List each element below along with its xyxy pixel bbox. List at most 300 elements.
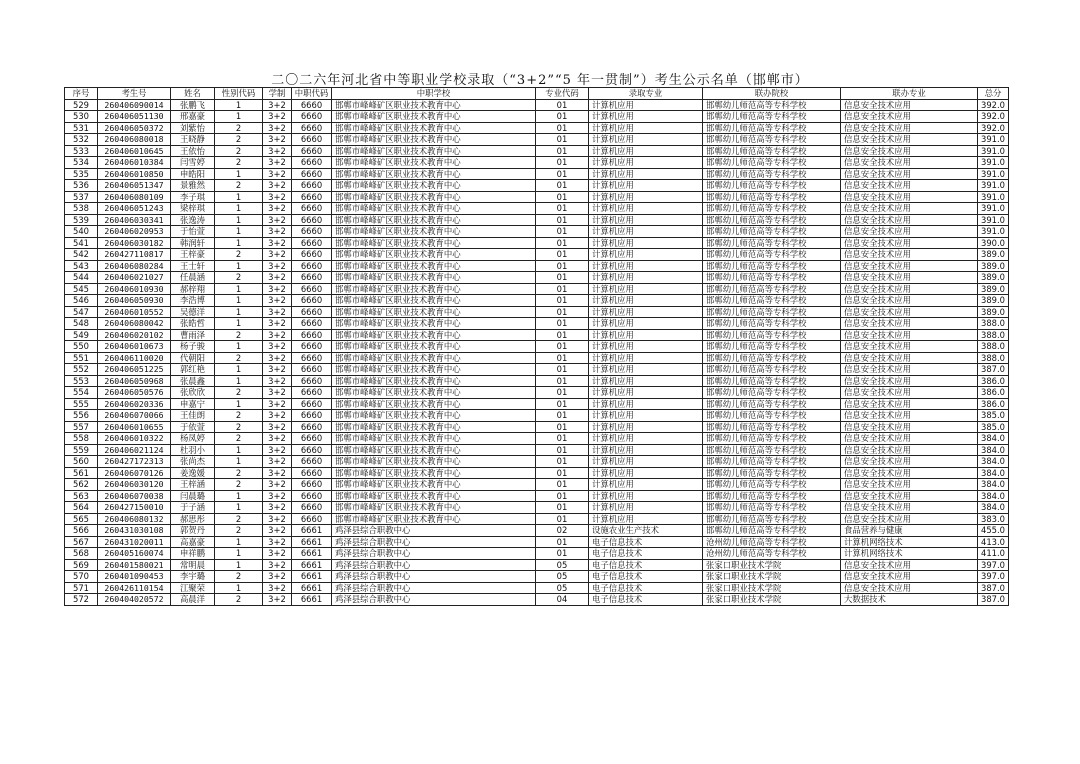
cell-gender: 1 — [215, 364, 263, 376]
cell-seq: 568 — [65, 548, 98, 560]
cell-major-code: 01 — [536, 398, 589, 410]
cell-system: 3+2 — [263, 99, 292, 111]
cell-exam-no: 260406110020 — [98, 352, 171, 364]
cell-name: 申祥鹏 — [171, 548, 215, 560]
cell-major: 计算机应用 — [589, 433, 703, 445]
cell-partner-major: 信息安全技术应用 — [841, 249, 978, 261]
cell-partner-major: 信息安全技术应用 — [841, 490, 978, 502]
cell-system: 3+2 — [263, 260, 292, 272]
cell-system: 3+2 — [263, 375, 292, 387]
cell-score: 389.0 — [978, 306, 1009, 318]
cell-major: 计算机应用 — [589, 341, 703, 353]
cell-partner-major: 信息安全技术应用 — [841, 352, 978, 364]
cell-partner-college: 邯郸幼儿师范高等专科学校 — [703, 99, 841, 111]
cell-gender: 2 — [215, 134, 263, 146]
cell-score: 386.0 — [978, 398, 1009, 410]
cell-school-code: 6660 — [292, 387, 332, 399]
cell-school-code: 6660 — [292, 249, 332, 261]
page-title: 二〇二六年河北省中等职业学校录取（“3+2”“5 年一贯制”）考生公示名单（邯郸市） — [271, 73, 809, 88]
table-row — [65, 421, 1009, 433]
cell-system: 3+2 — [263, 111, 292, 123]
cell-partner-major: 大数据技术 — [841, 594, 978, 606]
cell-school-code: 6660 — [292, 490, 332, 502]
cell-name: 张皓哲 — [171, 318, 215, 330]
table-row — [65, 180, 1009, 192]
cell-partner-major: 信息安全技术应用 — [841, 168, 978, 180]
cell-major-code: 01 — [536, 191, 589, 203]
cell-major: 计算机应用 — [589, 134, 703, 146]
cell-partner-college: 邯郸幼儿师范高等专科学校 — [703, 306, 841, 318]
cell-partner-major: 信息安全技术应用 — [841, 122, 978, 134]
cell-major-code: 01 — [536, 502, 589, 514]
cell-partner-college: 邯郸幼儿师范高等专科学校 — [703, 490, 841, 502]
table-row — [65, 433, 1009, 445]
cell-school-code: 6660 — [292, 260, 332, 272]
cell-score: 391.0 — [978, 203, 1009, 215]
cell-partner-major: 信息安全技术应用 — [841, 341, 978, 353]
cell-partner-major: 信息安全技术应用 — [841, 559, 978, 571]
cell-exam-no: 260427150010 — [98, 502, 171, 514]
cell-major: 计算机应用 — [589, 490, 703, 502]
cell-seq: 554 — [65, 387, 98, 399]
cell-exam-no: 260406020336 — [98, 398, 171, 410]
cell-school: 邯郸市峰峰矿区职业技术教育中心 — [332, 341, 536, 353]
cell-system: 3+2 — [263, 237, 292, 249]
cell-major-code: 01 — [536, 318, 589, 330]
cell-seq: 534 — [65, 157, 98, 169]
cell-seq: 544 — [65, 272, 98, 284]
table-row — [65, 582, 1009, 594]
cell-seq: 564 — [65, 502, 98, 514]
cell-gender: 2 — [215, 513, 263, 525]
admission-table — [64, 87, 1009, 606]
cell-system: 3+2 — [263, 329, 292, 341]
column-header-partner-college: 联办院校 — [703, 88, 841, 100]
cell-system: 3+2 — [263, 180, 292, 192]
cell-major-code: 01 — [536, 364, 589, 376]
cell-exam-no: 260406051130 — [98, 111, 171, 123]
cell-partner-major: 信息安全技术应用 — [841, 513, 978, 525]
cell-major-code: 01 — [536, 180, 589, 192]
cell-school-code: 6660 — [292, 433, 332, 445]
cell-partner-major: 信息安全技术应用 — [841, 375, 978, 387]
cell-exam-no: 260406080109 — [98, 191, 171, 203]
table-row — [65, 479, 1009, 491]
cell-major: 计算机应用 — [589, 398, 703, 410]
cell-system: 3+2 — [263, 157, 292, 169]
cell-school: 邯郸市峰峰矿区职业技术教育中心 — [332, 260, 536, 272]
cell-school-code: 6660 — [292, 237, 332, 249]
cell-major-code: 02 — [536, 525, 589, 537]
cell-score: 384.0 — [978, 479, 1009, 491]
cell-partner-college: 邯郸幼儿师范高等专科学校 — [703, 168, 841, 180]
cell-school: 邯郸市峰峰矿区职业技术教育中心 — [332, 214, 536, 226]
cell-major: 计算机应用 — [589, 502, 703, 514]
cell-school: 邯郸市峰峰矿区职业技术教育中心 — [332, 513, 536, 525]
cell-gender: 1 — [215, 444, 263, 456]
cell-school: 邯郸市峰峰矿区职业技术教育中心 — [332, 134, 536, 146]
cell-name: 李宇璐 — [171, 571, 215, 583]
cell-school: 邯郸市峰峰矿区职业技术教育中心 — [332, 145, 536, 157]
cell-gender: 1 — [215, 548, 263, 560]
column-header-major: 录取专业 — [589, 88, 703, 100]
cell-major: 电子信息技术 — [589, 594, 703, 606]
cell-name: 王梓涵 — [171, 479, 215, 491]
cell-gender: 1 — [215, 490, 263, 502]
table-row — [65, 203, 1009, 215]
cell-exam-no: 260406010850 — [98, 168, 171, 180]
cell-partner-college: 邯郸幼儿师范高等专科学校 — [703, 456, 841, 468]
cell-exam-no: 260406080042 — [98, 318, 171, 330]
cell-name: 杨子骏 — [171, 341, 215, 353]
cell-partner-college: 邯郸幼儿师范高等专科学校 — [703, 122, 841, 134]
cell-school: 鸡泽县综合职教中心 — [332, 582, 536, 594]
cell-major-code: 01 — [536, 490, 589, 502]
cell-major: 电子信息技术 — [589, 559, 703, 571]
cell-name: 闫晨璐 — [171, 490, 215, 502]
cell-system: 3+2 — [263, 456, 292, 468]
cell-seq: 571 — [65, 582, 98, 594]
cell-name: 于怡萱 — [171, 226, 215, 238]
cell-school-code: 6660 — [292, 444, 332, 456]
cell-school: 鸡泽县综合职教中心 — [332, 594, 536, 606]
cell-partner-major: 信息安全技术应用 — [841, 99, 978, 111]
cell-exam-no: 260431020011 — [98, 536, 171, 548]
cell-score: 388.0 — [978, 318, 1009, 330]
cell-partner-major: 信息安全技术应用 — [841, 283, 978, 295]
cell-gender: 2 — [215, 479, 263, 491]
cell-major: 电子信息技术 — [589, 548, 703, 560]
cell-partner-college: 邯郸幼儿师范高等专科学校 — [703, 272, 841, 284]
cell-major: 计算机应用 — [589, 364, 703, 376]
cell-school: 邯郸市峰峰矿区职业技术教育中心 — [332, 375, 536, 387]
cell-system: 3+2 — [263, 203, 292, 215]
cell-seq: 541 — [65, 237, 98, 249]
cell-system: 3+2 — [263, 214, 292, 226]
cell-major-code: 01 — [536, 226, 589, 238]
cell-system: 3+2 — [263, 594, 292, 606]
cell-name: 邢嘉豪 — [171, 111, 215, 123]
cell-seq: 543 — [65, 260, 98, 272]
cell-major: 计算机应用 — [589, 479, 703, 491]
cell-score: 387.0 — [978, 582, 1009, 594]
cell-seq: 529 — [65, 99, 98, 111]
cell-school: 邯郸市峰峰矿区职业技术教育中心 — [332, 249, 536, 261]
cell-partner-college: 邯郸幼儿师范高等专科学校 — [703, 203, 841, 215]
cell-gender: 1 — [215, 318, 263, 330]
cell-school-code: 6660 — [292, 352, 332, 364]
cell-seq: 548 — [65, 318, 98, 330]
table-row — [65, 571, 1009, 583]
cell-school-code: 6661 — [292, 536, 332, 548]
cell-score: 391.0 — [978, 157, 1009, 169]
table-row — [65, 594, 1009, 606]
cell-school: 鸡泽县综合职教中心 — [332, 571, 536, 583]
cell-major: 计算机应用 — [589, 260, 703, 272]
cell-school-code: 6660 — [292, 145, 332, 157]
cell-system: 3+2 — [263, 318, 292, 330]
cell-school: 邯郸市峰峰矿区职业技术教育中心 — [332, 456, 536, 468]
table-row — [65, 444, 1009, 456]
cell-major-code: 01 — [536, 272, 589, 284]
cell-exam-no: 260406090014 — [98, 99, 171, 111]
cell-score: 391.0 — [978, 191, 1009, 203]
cell-exam-no: 260406080284 — [98, 260, 171, 272]
cell-seq: 558 — [65, 433, 98, 445]
cell-seq: 562 — [65, 479, 98, 491]
cell-exam-no: 260406050576 — [98, 387, 171, 399]
cell-major: 计算机应用 — [589, 467, 703, 479]
cell-partner-college: 邯郸幼儿师范高等专科学校 — [703, 479, 841, 491]
cell-major-code: 01 — [536, 329, 589, 341]
cell-gender: 1 — [215, 237, 263, 249]
cell-score: 392.0 — [978, 111, 1009, 123]
cell-partner-major: 信息安全技术应用 — [841, 180, 978, 192]
cell-score: 384.0 — [978, 467, 1009, 479]
cell-name: 闫雪婷 — [171, 157, 215, 169]
cell-system: 3+2 — [263, 571, 292, 583]
cell-name: 梁梓琪 — [171, 203, 215, 215]
cell-score: 391.0 — [978, 168, 1009, 180]
cell-partner-college: 邯郸幼儿师范高等专科学校 — [703, 237, 841, 249]
table-row — [65, 99, 1009, 111]
cell-exam-no: 260406050968 — [98, 375, 171, 387]
cell-system: 3+2 — [263, 295, 292, 307]
cell-score: 388.0 — [978, 341, 1009, 353]
cell-school: 邯郸市峰峰矿区职业技术教育中心 — [332, 226, 536, 238]
cell-school-code: 6660 — [292, 226, 332, 238]
cell-name: 常明晨 — [171, 559, 215, 571]
cell-seq: 535 — [65, 168, 98, 180]
cell-school: 邯郸市峰峰矿区职业技术教育中心 — [332, 306, 536, 318]
cell-school-code: 6661 — [292, 559, 332, 571]
cell-school: 邯郸市峰峰矿区职业技术教育中心 — [332, 122, 536, 134]
cell-school-code: 6660 — [292, 180, 332, 192]
cell-gender: 2 — [215, 525, 263, 537]
cell-partner-college: 邯郸幼儿师范高等专科学校 — [703, 398, 841, 410]
cell-major: 电子信息技术 — [589, 536, 703, 548]
table-row — [65, 398, 1009, 410]
cell-school-code: 6660 — [292, 421, 332, 433]
cell-school-code: 6660 — [292, 479, 332, 491]
table-row — [65, 295, 1009, 307]
column-header-score: 总分 — [978, 88, 1009, 100]
cell-system: 3+2 — [263, 398, 292, 410]
cell-gender: 2 — [215, 122, 263, 134]
cell-gender: 1 — [215, 456, 263, 468]
cell-name: 张鹏飞 — [171, 99, 215, 111]
cell-gender: 1 — [215, 226, 263, 238]
cell-partner-college: 邯郸幼儿师范高等专科学校 — [703, 329, 841, 341]
cell-score: 397.0 — [978, 571, 1009, 583]
cell-system: 3+2 — [263, 548, 292, 560]
cell-major: 计算机应用 — [589, 410, 703, 422]
cell-seq: 546 — [65, 295, 98, 307]
cell-seq: 550 — [65, 341, 98, 353]
cell-school-code: 6660 — [292, 99, 332, 111]
cell-school-code: 6661 — [292, 525, 332, 537]
cell-gender: 2 — [215, 145, 263, 157]
cell-system: 3+2 — [263, 364, 292, 376]
cell-name: 张晨鑫 — [171, 375, 215, 387]
cell-seq: 531 — [65, 122, 98, 134]
cell-score: 388.0 — [978, 352, 1009, 364]
cell-partner-college: 张家口职业技术学院 — [703, 571, 841, 583]
cell-system: 3+2 — [263, 122, 292, 134]
cell-school: 邯郸市峰峰矿区职业技术教育中心 — [332, 398, 536, 410]
cell-partner-major: 信息安全技术应用 — [841, 272, 978, 284]
cell-exam-no: 260406010322 — [98, 433, 171, 445]
cell-seq: 552 — [65, 364, 98, 376]
cell-system: 3+2 — [263, 513, 292, 525]
cell-school-code: 6660 — [292, 157, 332, 169]
cell-major: 计算机应用 — [589, 249, 703, 261]
table-header-row — [65, 88, 1009, 100]
cell-partner-college: 邯郸幼儿师范高等专科学校 — [703, 364, 841, 376]
cell-major-code: 01 — [536, 214, 589, 226]
cell-partner-college: 邯郸幼儿师范高等专科学校 — [703, 387, 841, 399]
cell-school: 邯郸市峰峰矿区职业技术教育中心 — [332, 99, 536, 111]
table-row — [65, 410, 1009, 422]
cell-school: 鸡泽县综合职教中心 — [332, 525, 536, 537]
cell-school-code: 6660 — [292, 364, 332, 376]
cell-partner-major: 信息安全技术应用 — [841, 479, 978, 491]
cell-score: 385.0 — [978, 421, 1009, 433]
cell-school: 邯郸市峰峰矿区职业技术教育中心 — [332, 444, 536, 456]
cell-school-code: 6660 — [292, 111, 332, 123]
table-row — [65, 134, 1009, 146]
cell-partner-major: 信息安全技术应用 — [841, 260, 978, 272]
cell-seq: 539 — [65, 214, 98, 226]
cell-major-code: 01 — [536, 283, 589, 295]
cell-score: 386.0 — [978, 375, 1009, 387]
cell-partner-major: 信息安全技术应用 — [841, 433, 978, 445]
cell-system: 3+2 — [263, 145, 292, 157]
cell-school-code: 6660 — [292, 410, 332, 422]
cell-school: 邯郸市峰峰矿区职业技术教育中心 — [332, 157, 536, 169]
cell-seq: 545 — [65, 283, 98, 295]
cell-name: 高晨洋 — [171, 594, 215, 606]
cell-score: 384.0 — [978, 444, 1009, 456]
cell-system: 3+2 — [263, 467, 292, 479]
cell-gender: 1 — [215, 168, 263, 180]
cell-major: 计算机应用 — [589, 214, 703, 226]
cell-gender: 1 — [215, 191, 263, 203]
cell-seq: 563 — [65, 490, 98, 502]
table-row — [65, 352, 1009, 364]
cell-school-code: 6660 — [292, 203, 332, 215]
cell-gender: 1 — [215, 398, 263, 410]
cell-seq: 537 — [65, 191, 98, 203]
cell-name: 郭红艳 — [171, 364, 215, 376]
cell-major: 计算机应用 — [589, 99, 703, 111]
cell-seq: 565 — [65, 513, 98, 525]
cell-gender: 1 — [215, 502, 263, 514]
cell-name: 张逸涛 — [171, 214, 215, 226]
cell-partner-college: 张家口职业技术学院 — [703, 559, 841, 571]
cell-major: 电子信息技术 — [589, 582, 703, 594]
cell-partner-college: 邯郸幼儿师范高等专科学校 — [703, 260, 841, 272]
cell-major-code: 01 — [536, 145, 589, 157]
cell-seq: 557 — [65, 421, 98, 433]
table-row — [65, 272, 1009, 284]
cell-partner-major: 信息安全技术应用 — [841, 410, 978, 422]
cell-major: 计算机应用 — [589, 157, 703, 169]
cell-exam-no: 260401580021 — [98, 559, 171, 571]
cell-partner-major: 信息安全技术应用 — [841, 582, 978, 594]
column-header-major-code: 专业代码 — [536, 88, 589, 100]
cell-score: 411.0 — [978, 548, 1009, 560]
cell-seq: 540 — [65, 226, 98, 238]
cell-system: 3+2 — [263, 306, 292, 318]
cell-partner-college: 邯郸幼儿师范高等专科学校 — [703, 180, 841, 192]
cell-score: 390.0 — [978, 237, 1009, 249]
cell-exam-no: 260406051243 — [98, 203, 171, 215]
cell-partner-college: 邯郸幼儿师范高等专科学校 — [703, 249, 841, 261]
cell-school: 邯郸市峰峰矿区职业技术教育中心 — [332, 387, 536, 399]
cell-score: 391.0 — [978, 145, 1009, 157]
cell-major: 计算机应用 — [589, 456, 703, 468]
cell-partner-college: 张家口职业技术学院 — [703, 582, 841, 594]
cell-gender: 2 — [215, 157, 263, 169]
cell-school: 邯郸市峰峰矿区职业技术教育中心 — [332, 295, 536, 307]
column-header-name: 姓名 — [171, 88, 215, 100]
cell-major: 计算机应用 — [589, 226, 703, 238]
cell-gender: 2 — [215, 272, 263, 284]
table-row — [65, 157, 1009, 169]
cell-name: 任晨涵 — [171, 272, 215, 284]
cell-major-code: 01 — [536, 387, 589, 399]
cell-score: 387.0 — [978, 594, 1009, 606]
cell-exam-no: 260406080018 — [98, 134, 171, 146]
cell-score: 389.0 — [978, 295, 1009, 307]
cell-school-code: 6660 — [292, 168, 332, 180]
cell-partner-college: 邯郸幼儿师范高等专科学校 — [703, 375, 841, 387]
cell-partner-major: 信息安全技术应用 — [841, 214, 978, 226]
cell-exam-no: 260431030108 — [98, 525, 171, 537]
cell-system: 3+2 — [263, 249, 292, 261]
table-row — [65, 548, 1009, 560]
cell-exam-no: 260406010673 — [98, 341, 171, 353]
cell-major-code: 01 — [536, 421, 589, 433]
cell-gender: 2 — [215, 329, 263, 341]
cell-major: 计算机应用 — [589, 513, 703, 525]
cell-partner-college: 沧州幼儿师范高等专科学校 — [703, 536, 841, 548]
cell-name: 杨凤婷 — [171, 433, 215, 445]
cell-school: 邯郸市峰峰矿区职业技术教育中心 — [332, 421, 536, 433]
cell-major-code: 01 — [536, 203, 589, 215]
table-row — [65, 375, 1009, 387]
table-row — [65, 329, 1009, 341]
cell-system: 3+2 — [263, 559, 292, 571]
cell-exam-no: 260404020572 — [98, 594, 171, 606]
cell-exam-no: 260406010552 — [98, 306, 171, 318]
cell-school-code: 6660 — [292, 318, 332, 330]
cell-exam-no: 260406020102 — [98, 329, 171, 341]
cell-gender: 1 — [215, 536, 263, 548]
cell-exam-no: 260406021027 — [98, 272, 171, 284]
cell-name: 郝思彤 — [171, 513, 215, 525]
cell-partner-major: 信息安全技术应用 — [841, 456, 978, 468]
cell-gender: 2 — [215, 467, 263, 479]
cell-major: 计算机应用 — [589, 203, 703, 215]
cell-system: 3+2 — [263, 352, 292, 364]
cell-score: 384.0 — [978, 502, 1009, 514]
cell-partner-college: 邯郸幼儿师范高等专科学校 — [703, 191, 841, 203]
column-header-partner-major: 联办专业 — [841, 88, 978, 100]
cell-partner-major: 信息安全技术应用 — [841, 571, 978, 583]
cell-seq: 561 — [65, 467, 98, 479]
